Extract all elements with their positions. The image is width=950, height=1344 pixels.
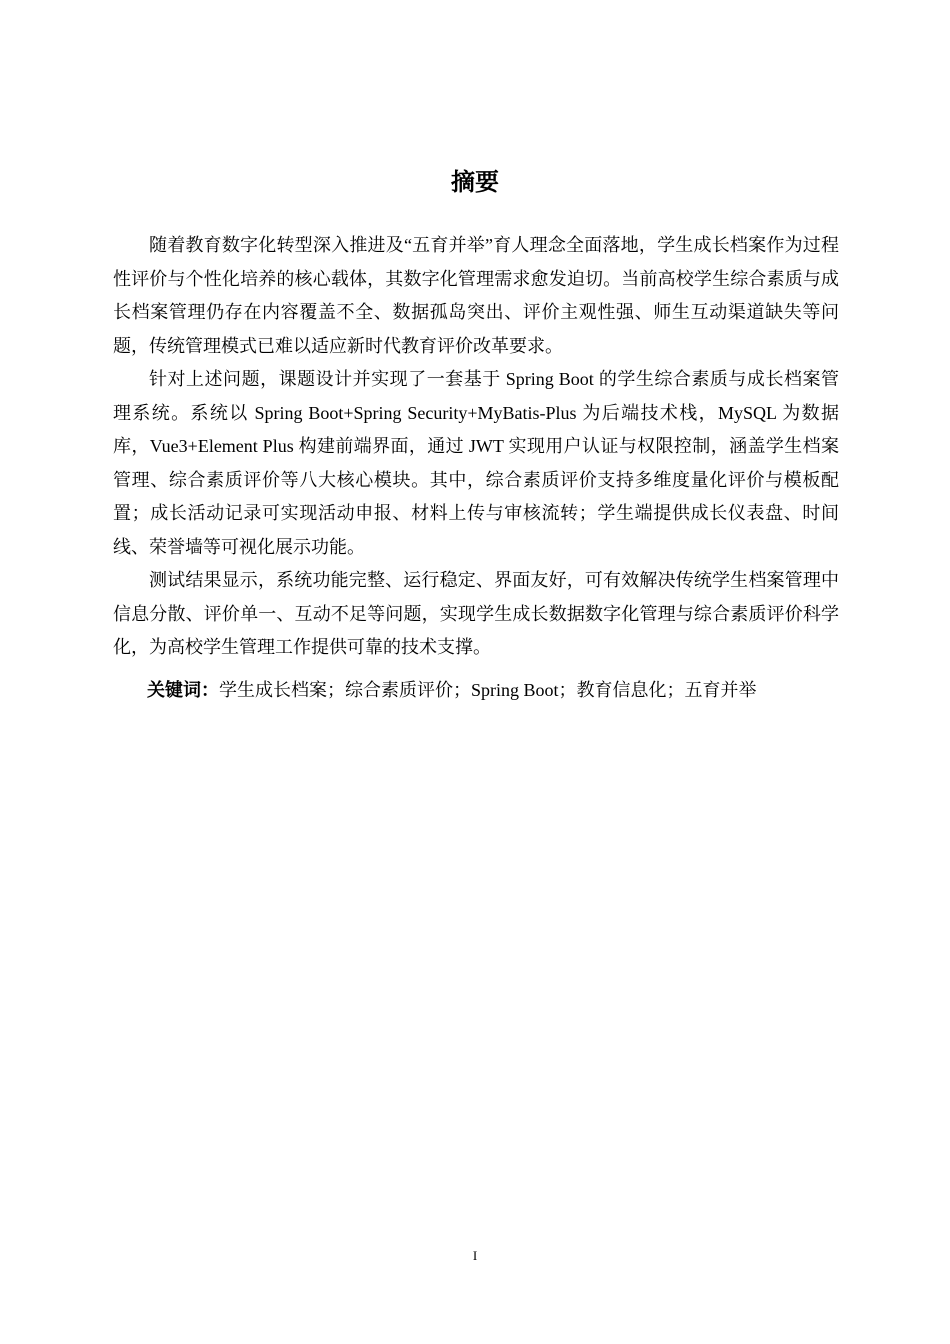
abstract-paragraph-2: 针对上述问题，课题设计并实现了一套基于 Spring Boot 的学生综合素质与成长档案管理系统。系统以 Spring Boot+Spring Security+MyBatis-Plus 为后端技术栈，MySQL 为数据库，Vue3+Element Plus 构建前端界面，通过 JWT 实现用户认证与权限控制，涵盖学生档案管理、综合素质评价等八大核心模块。其中，综合素质评价支持多维度量化评价与模板配置；成长活动记录可实现活动申报、材料上传与审核流转；学生端提供成长仪表盘、时间线、荣誉墙等可视化展示功能。: [113, 369, 839, 557]
abstract-body: [113, 229, 839, 665]
keywords-value: 学生成长档案；综合素质评价；Spring Boot；教育信息化；五育并举: [219, 680, 757, 700]
page-title: 摘要: [451, 168, 499, 196]
page-number: I: [472, 1248, 478, 1263]
keywords-label: 关键词：: [147, 680, 219, 701]
abstract-paragraph-3: 测试结果显示，系统功能完整、运行稳定、界面友好，可有效解决传统学生档案管理中信息分散、评价单一、互动不足等问题，实现学生成长数据数字化管理与综合素质评价科学化，为高校学生管理工作提供可靠的技术支撑。: [113, 570, 839, 657]
abstract-paragraph-1: 随着教育数字化转型深入推进及“五育并举”育人理念全面落地，学生成长档案作为过程性评价与个性化培养的核心载体，其数字化管理需求愈发迫切。当前高校学生综合素质与成长档案管理仍存在内容覆盖不全、数据孤岛突出、评价主观性强、师生互动渠道缺失等问题，传统管理模式已难以适应新时代教育评价改革要求。: [113, 235, 839, 356]
keywords-line: [147, 674, 847, 708]
